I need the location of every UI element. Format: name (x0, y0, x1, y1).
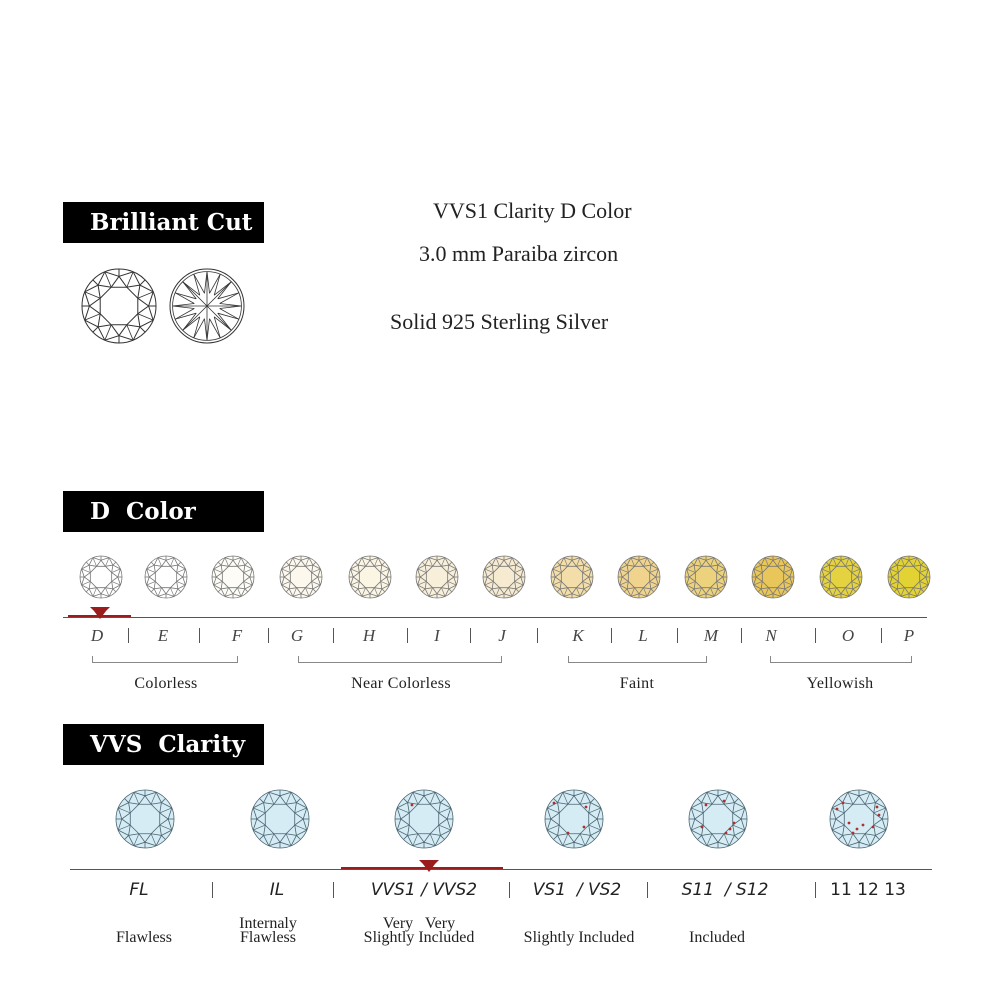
color-scale-line (63, 617, 927, 618)
color-grade-f: F (231, 626, 243, 645)
group-yellowish: Yellowish (806, 675, 874, 692)
group-near-colorless: Near Colorless (351, 675, 451, 692)
color-selected-marker-icon (89, 606, 111, 620)
clarity-grade-il: IL (269, 880, 285, 900)
spec-clarity-color: VVS1 Clarity D Color (433, 198, 632, 223)
color-gem-d-icon (80, 556, 122, 598)
color-grade-g: G (290, 626, 304, 645)
spec-size-stone: 3.0 mm Paraiba zircon (419, 241, 619, 266)
clarity-gem-4-icon (545, 790, 603, 848)
color-separator (741, 628, 742, 643)
color-gem-i-icon (416, 556, 458, 598)
clarity-selected-marker-icon (418, 859, 440, 873)
clarity-separator (333, 882, 334, 898)
clarity-grade-si: S11 / S12 (681, 880, 769, 900)
clarity-gem-row (0, 786, 1000, 856)
group-faint: Faint (619, 675, 655, 692)
color-gem-j-icon (483, 556, 525, 598)
gem-pavilion-view-icon (170, 269, 244, 343)
color-section-label: D Color (63, 491, 264, 532)
color-separator (268, 628, 269, 643)
bracket-near-colorless (298, 656, 502, 663)
color-grade-o: O (841, 626, 855, 645)
clarity-desc-slightly-included: Slightly Included (523, 929, 635, 946)
clarity-desc-internaly-flawless: Flawless (240, 929, 296, 946)
clarity-separator (509, 882, 510, 898)
clarity-gem-5-icon (689, 790, 747, 848)
group-colorless: Colorless (134, 675, 198, 692)
color-gem-g-icon (280, 556, 322, 598)
clarity-separator (212, 882, 213, 898)
clarity-grade-vs: VS1 / VS2 (532, 880, 622, 900)
color-grade-j: J (498, 626, 506, 645)
clarity-gem-2-icon (251, 790, 309, 848)
clarity-separator (647, 882, 648, 898)
color-separator (407, 628, 408, 643)
clarity-section-label: VVS Clarity (63, 724, 264, 765)
bracket-yellowish (770, 656, 912, 663)
color-grade-p: P (903, 626, 915, 645)
clarity-gem-3-icon (395, 790, 453, 848)
color-separator (881, 628, 882, 643)
color-gem-l-icon (618, 556, 660, 598)
color-separator (611, 628, 612, 643)
color-gem-row (0, 548, 1000, 628)
color-gem-k-icon (551, 556, 593, 598)
color-grade-d: D (90, 626, 104, 645)
bracket-colorless (92, 656, 238, 663)
clarity-grade-fl: FL (129, 880, 149, 900)
gem-crown-view-icon (82, 269, 156, 343)
clarity-grade-i: 11 12 13 (830, 880, 906, 900)
clarity-desc-flawless: Flawless (116, 929, 172, 946)
color-separator (537, 628, 538, 643)
color-grade-h: H (362, 626, 376, 645)
color-separator (470, 628, 471, 643)
color-grade-n: N (765, 626, 777, 645)
clarity-separator (815, 882, 816, 898)
brilliant-cut-label: Brilliant Cut (63, 202, 264, 243)
color-gem-f-icon (212, 556, 254, 598)
color-grade-m: M (703, 626, 719, 645)
color-separator (815, 628, 816, 643)
color-gem-m-icon (685, 556, 727, 598)
clarity-gem-1-icon (116, 790, 174, 848)
color-grade-e: E (157, 626, 169, 645)
color-grade-k: K (572, 626, 584, 645)
clarity-desc-internaly: Internaly (239, 915, 297, 932)
color-separator (677, 628, 678, 643)
clarity-scale-line (70, 869, 932, 870)
color-gem-n-icon (752, 556, 794, 598)
clarity-grade-vvs: VVS1 / VVS2 (370, 880, 478, 900)
color-separator (199, 628, 200, 643)
brilliant-cut-diagrams (78, 266, 248, 346)
color-gem-e-icon (145, 556, 187, 598)
color-grade-i: I (434, 626, 440, 645)
bracket-faint (568, 656, 707, 663)
clarity-desc-included: Included (689, 929, 745, 946)
color-gem-p-icon (888, 556, 930, 598)
clarity-desc-very-very: Very Very (382, 915, 456, 932)
clarity-gem-6-icon (830, 790, 888, 848)
color-grade-l: L (638, 626, 648, 645)
color-gem-o-icon (820, 556, 862, 598)
color-gem-h-icon (349, 556, 391, 598)
spec-metal: Solid 925 Sterling Silver (390, 309, 609, 334)
clarity-desc-vvs-slightly: Slightly Included (363, 929, 475, 946)
color-separator (333, 628, 334, 643)
color-separator (128, 628, 129, 643)
